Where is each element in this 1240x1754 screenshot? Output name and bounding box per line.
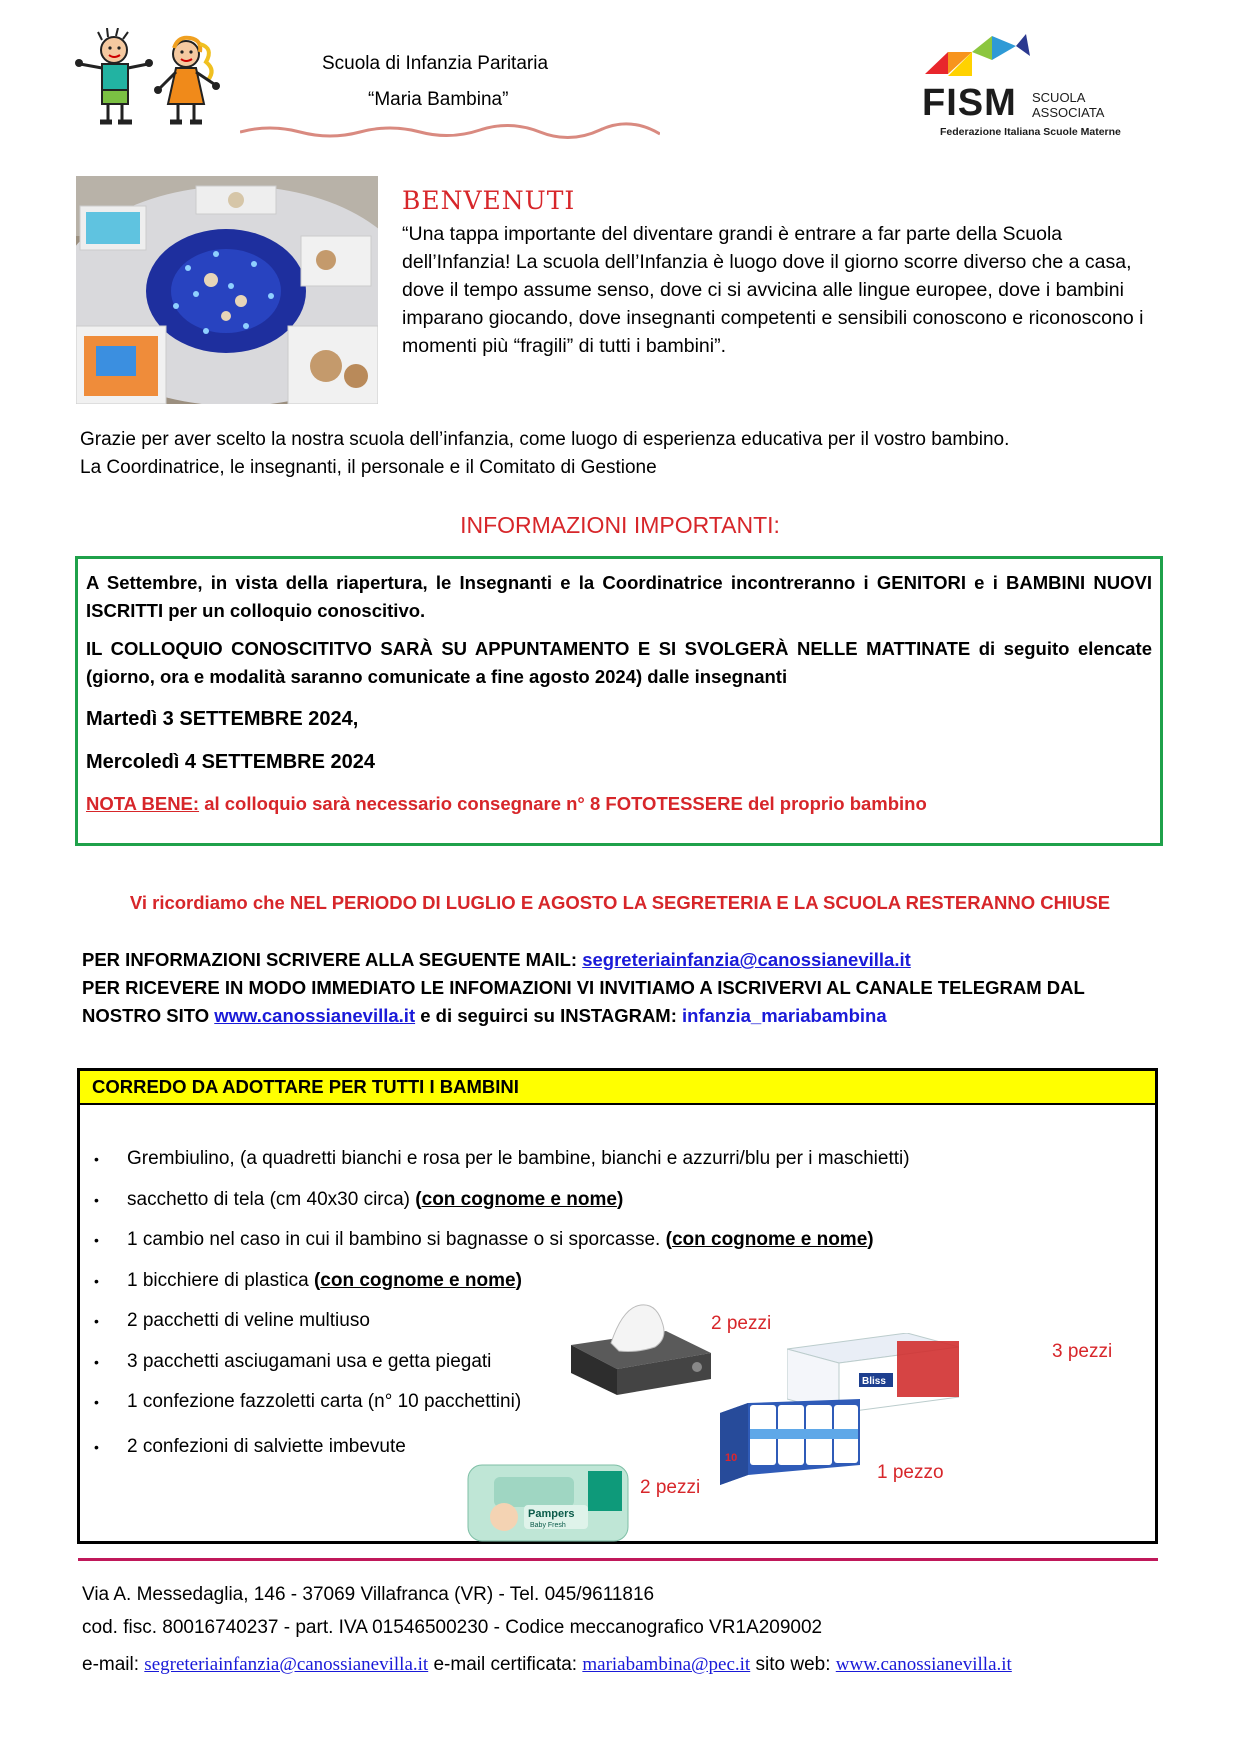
list-item <box>94 1139 910 1180</box>
fism-line2: ASSOCIATA <box>1032 105 1105 120</box>
corredo-item-text: 3 pacchetti asciugamani usa e getta piegati <box>127 1350 492 1372</box>
corredo-item-note: (con cognome e nome) <box>415 1188 624 1210</box>
children-logo <box>74 28 244 128</box>
footer-email-label: e-mail: <box>82 1654 145 1675</box>
list-item <box>94 1180 910 1221</box>
mail-prefix: PER INFORMAZIONI SCRIVERE ALLA SEGUENTE MAIL: <box>82 949 583 970</box>
nota-bene-text: al colloquio sarà necessario consegnare n° 8 FOTOTESSERE del proprio bambino <box>199 793 927 814</box>
bullet-icon: • <box>94 1191 99 1208</box>
info-date-2: Mercoledì 4 SETTEMBRE 2024 <box>86 751 375 773</box>
corredo-item-note: (con cognome e nome) <box>665 1229 874 1250</box>
corredo-item-text: 2 confezioni di salviette imbevute <box>127 1435 406 1457</box>
website-link[interactable]: www.canossianevilla.it <box>214 1005 416 1026</box>
school-name-line1: Scuola di Infanzia Paritaria <box>322 53 549 74</box>
footer-web-link[interactable]: www.canossianevilla.it <box>835 1654 1012 1675</box>
qty-tissues: 2 pezzi <box>711 1313 772 1334</box>
bullet-icon: • <box>94 1353 99 1370</box>
classroom-photo <box>76 176 378 404</box>
info-box <box>75 556 1163 846</box>
footer-address: Via A. Messedaglia, 146 - 37069 Villafranca (VR) - Tel. 045/9611816 <box>82 1584 655 1605</box>
thanks-text <box>80 426 1180 482</box>
qty-wipes: 2 pezzi <box>640 1477 701 1498</box>
footer-pec-label: e-mail certificata: <box>428 1654 583 1675</box>
corredo-box <box>77 1068 1158 1544</box>
handkerchief-count: 10 <box>725 1452 738 1464</box>
corredo-item-text: 1 confezione fazzoletti carta (n° 10 pacchettini) <box>127 1391 522 1412</box>
school-name-line2: “Maria Bambina” <box>368 89 509 110</box>
info-paragraph-1: A Settembre, in vista della riapertura, le Insegnanti e la Coordinatrice incontreranno i GENITORI e i BAMBINI NUOVI ISCRITTI per un colloquio conoscitivo. <box>86 572 1152 621</box>
fism-line1: SCUOLA <box>1032 90 1086 105</box>
corredo-item-text: 1 bicchiere di plastica <box>127 1269 314 1291</box>
wipes-brand: Pampers <box>528 1508 575 1520</box>
corredo-item-text: 2 pacchetti di veline multiuso <box>127 1310 370 1331</box>
towels-brand: Bliss <box>862 1376 886 1387</box>
footer-divider <box>78 1558 1158 1561</box>
info-title: INFORMAZIONI IMPORTANTI: <box>460 512 780 538</box>
footer-fiscal: cod. fisc. 80016740237 - part. IVA 01546500230 - Codice meccanografico VR1A209002 <box>82 1617 823 1638</box>
site-prefix: NOSTRO SITO <box>82 1005 215 1026</box>
info-paragraph-2: IL COLLOQUIO CONOSCITITVO SARÀ SU APPUNTAMENTO E SI SVOLGERÀ NELLE MATTINATE di seguito elencate (giorno, ora e modalità saranno comunicate a fine agosto 2024) dalle insegnanti <box>86 638 1152 687</box>
nota-bene <box>86 790 1152 818</box>
qty-handkerchiefs: 1 pezzo <box>877 1462 944 1483</box>
school-email-link[interactable]: segreteriainfanzia@canossianevilla.it <box>582 949 911 970</box>
nota-bene-label: NOTA BENE: <box>86 793 200 814</box>
handkerchiefs-image <box>720 1399 860 1487</box>
bullet-icon: • <box>94 1151 99 1167</box>
welcome-title: BENVENUTI <box>402 186 576 215</box>
footer <box>82 1578 1182 1681</box>
contacts <box>82 946 1162 1030</box>
thanks-line1: Grazie per aver scelto la nostra scuola dell’infanzia, come luogo di esperienza educativa per il vostro bambino. <box>80 429 1010 450</box>
list-item <box>94 1261 910 1302</box>
wipes-sub: Baby Fresh <box>530 1522 566 1529</box>
wipes-image <box>464 1457 632 1547</box>
bullet-icon: • <box>94 1272 99 1289</box>
corredo-item-note: (con cognome e nome) <box>313 1269 522 1291</box>
bullet-icon: • <box>94 1394 99 1410</box>
corredo-item-text: sacchetto di tela (cm 40x30 circa) <box>127 1188 416 1210</box>
telegram-line: PER RICEVERE IN MODO IMMEDIATO LE INFOMAZIONI VI INVITIAMO A ISCRIVERVI AL CANALE TELEGRAM DAL <box>82 977 1085 998</box>
bullet-icon: • <box>94 1438 99 1455</box>
welcome-text: “Una tappa importante del diventare grandi è entrare a far parte della Scuola dell’Infanzia! La scuola dell’Infanzia è luogo dove il giorno scorre diverso che a casa, dove il tempo assume senso, dove ci si avvicina alle lingue europee, dove i bambini imparano giocando, dove insegnanti competenti e sensibili conoscono e riconoscono i momenti più “fragili” di tutti i bambini”. <box>402 223 1144 357</box>
qty-towels: 3 pezzi <box>1052 1341 1113 1362</box>
tissue-box-image <box>571 1303 711 1395</box>
closure-reminder: Vi ricordiamo che NEL PERIODO DI LUGLIO E AGOSTO LA SEGRETERIA E LA SCUOLA RESTERANNO CHIUSE <box>129 892 1111 913</box>
fism-brand: FISM <box>922 82 1017 124</box>
bullet-icon: • <box>94 1232 99 1248</box>
fism-subtitle: Federazione Italiana Scuole Materne <box>940 126 1121 138</box>
school-name <box>322 46 652 118</box>
corredo-item-text: 1 cambio nel caso in cui il bambino si bagnasse o si sporcasse. <box>127 1229 666 1250</box>
footer-email-link[interactable]: segreteriainfanzia@canossianevilla.it <box>144 1654 429 1675</box>
instagram-prefix: e di seguirci su INSTAGRAM: <box>415 1005 683 1026</box>
footer-web-label: sito web: <box>750 1654 836 1675</box>
fism-logo <box>920 32 1120 144</box>
footer-pec-link[interactable]: mariabambina@pec.it <box>582 1654 751 1675</box>
list-item <box>94 1220 910 1261</box>
thanks-line2: La Coordinatrice, le insegnanti, il personale e il Comitato di Gestione <box>80 457 657 478</box>
header-wave-line <box>240 118 660 148</box>
corredo-title: CORREDO DA ADOTTARE PER TUTTI I BAMBINI <box>80 1071 1155 1105</box>
info-date-1: Martedì 3 SETTEMBRE 2024, <box>86 708 359 730</box>
bullet-icon: • <box>94 1313 99 1329</box>
instagram-handle: infanzia_mariabambina <box>682 1005 887 1026</box>
corredo-item-text: Grembiulino, (a quadretti bianchi e rosa per le bambine, bianchi e azzurri/blu per i maschietti) <box>127 1148 910 1169</box>
